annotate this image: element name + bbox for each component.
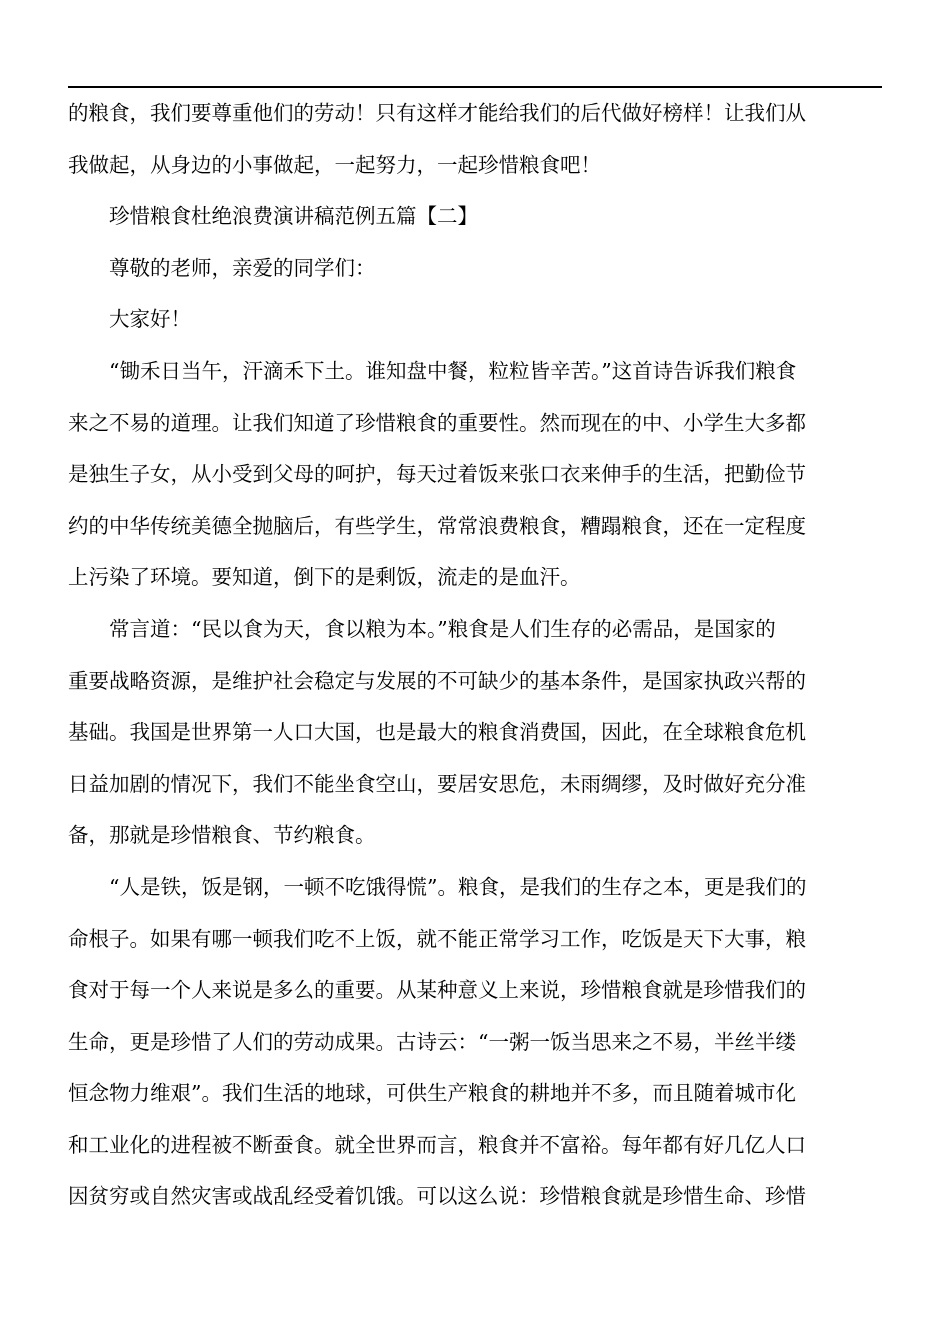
text-line: 备，那就是珍惜粮食、节约粮食。 [68,823,376,848]
paragraph [68,604,882,862]
text-line: 恒念物力维艰”。我们生活的地球，可供生产粮食的耕地并不多，而且随着城市化 [68,1081,796,1106]
text-line: 常言道：“民以食为天，食以粮为本。”粮食是人们生存的必需品，是国家的 [109,616,776,641]
paragraph [68,346,882,604]
salutation [68,243,882,295]
paragraph [68,862,882,1223]
text-line: 因贫穷或自然灾害或战乱经受着饥饿。可以这么说：珍惜粮食就是珍惜生命、珍惜 [68,1184,806,1209]
text-line: 是独生子女，从小受到父母的呵护，每天过着饭来张口衣来伸手的生活，把勤俭节 [68,462,806,487]
text-line: 尊敬的老师，亲爱的同学们： [109,255,376,280]
text-line: 食对于每一个人来说是多么的重要。从某种意义上来说，珍惜粮食就是珍惜我们的 [68,978,806,1003]
text-line: “人是铁，饭是钢，一顿不吃饿得慌”。粮食，是我们的生存之本，更是我们的 [109,874,807,899]
text-line: 重要战略资源，是维护社会稳定与发展的不可缺少的基本条件，是国家执政兴帮的 [68,668,806,693]
text-line: 和工业化的进程被不断蚕食。就全世界而言，粮食并不富裕。每年都有好几亿人口 [68,1132,806,1157]
text-line: 生命，更是珍惜了人们的劳动成果。古诗云：“一粥一饭当思来之不易，半丝半缕 [68,1029,796,1054]
text-line: 约的中华传统美德全抛脑后，有些学生，常常浪费粮食，糟蹋粮食，还在一定程度 [68,513,806,538]
text-line: 的粮食，我们要尊重他们的劳动！只有这样才能给我们的后代做好榜样！让我们从 [68,101,806,125]
paragraph [68,88,882,191]
text-line: “锄禾日当午，汗滴禾下土。谁知盘中餐，粒粒皆辛苦。”这首诗告诉我们粮食 [109,358,797,383]
text-line: 珍惜粮食杜绝浪费演讲稿范例五篇【二】 [109,204,478,229]
text-line: 命根子。如果有哪一顿我们吃不上饭，就不能正常学习工作，吃饭是天下大事，粮 [68,926,806,951]
greeting [68,294,882,346]
text-line: 我做起，从身边的小事做起，一起努力，一起珍惜粮食吧！ [68,152,601,177]
document-body [68,88,882,1223]
section-heading [68,191,882,243]
text-line: 大家好！ [109,307,191,332]
text-line: 日益加剧的情况下，我们不能坐食空山，要居安思危，未雨绸缪，及时做好充分准 [68,771,806,796]
text-line: 基础。我国是世界第一人口大国，也是最大的粮食消费国，因此，在全球粮食危机 [68,720,806,745]
text-line: 来之不易的道理。让我们知道了珍惜粮食的重要性。然而现在的中、小学生大多都 [68,410,806,435]
text-line: 上污染了环境。要知道，倒下的是剩饭，流走的是血汗。 [68,565,581,590]
